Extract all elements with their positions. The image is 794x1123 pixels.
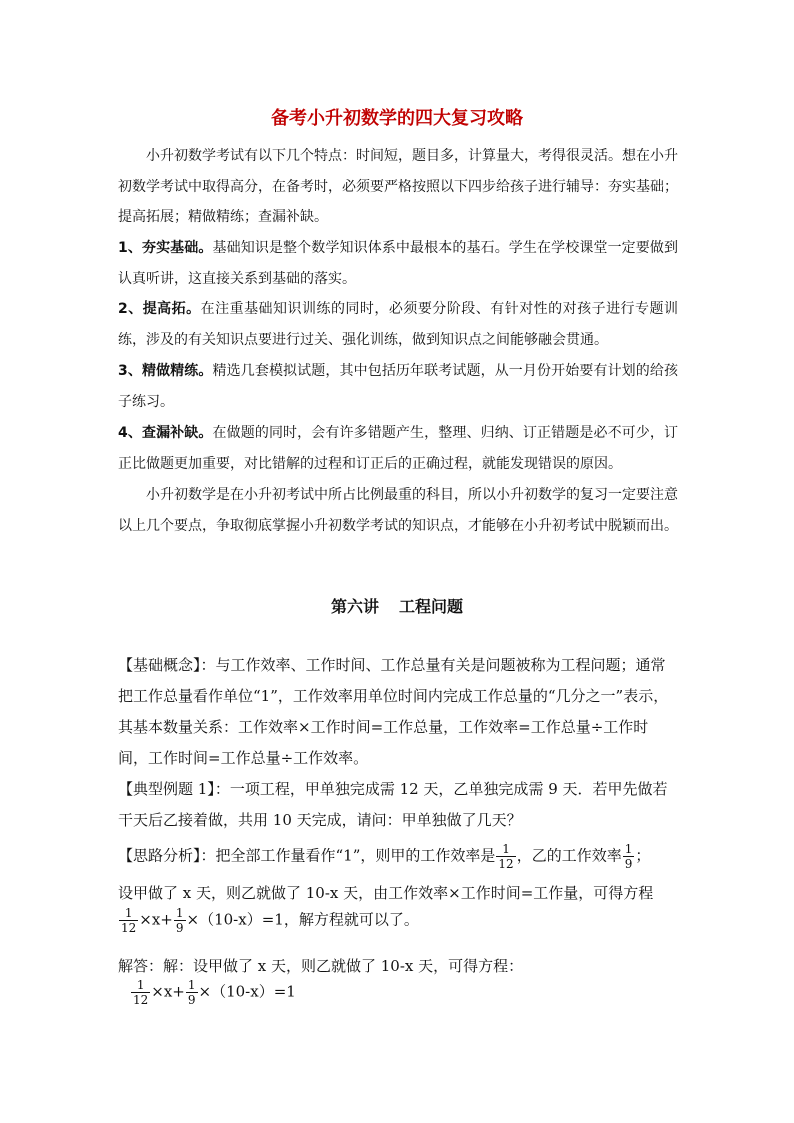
solution-line: 解答：解：设甲做了 x 天，则乙就做了 10-x 天，可得方程： <box>118 957 524 975</box>
item-text: 在做题的同时，会有许多错题产生，整理、归纳、订正错题是必不可少，订正比做题更加重要，对比错解的过程和订正后的正确过程，就能发现错误的原因。 <box>118 425 679 472</box>
equation-text: ×x+ <box>151 982 185 1001</box>
item-lead: 2、提高拓。 <box>118 301 201 317</box>
fraction-one-twelfth <box>119 906 138 935</box>
fraction-denominator: 9 <box>624 857 633 871</box>
fraction-numerator: 1 <box>496 842 515 857</box>
list-item <box>118 294 678 355</box>
fraction-denominator: 9 <box>187 993 196 1007</box>
fraction-one-twelfth <box>131 978 150 1007</box>
lecture-topic: 工程问题 <box>399 597 464 616</box>
example-text: ：一项工程，甲单独完成需 12 天，乙单独完成需 9 天．若甲先做若干天后乙接着做，共用 10 天完成，请问：甲单独做了几天？ <box>118 780 668 829</box>
equation-text: ×x+ <box>139 910 173 929</box>
fraction-one-ninth <box>186 978 198 1007</box>
fraction-one-ninth <box>623 842 635 871</box>
analysis-label: 【思路分析】 <box>118 846 201 865</box>
analysis-line-1 <box>118 842 650 871</box>
item-lead: 3、精做精练。 <box>118 363 213 379</box>
fraction-numerator: 1 <box>131 978 150 993</box>
item-text: 在注重基础知识训练的同时，必须要分阶段、有针对性的对孩子进行专题训练，涉及的有关知识点要进行过关、强化训练，做到知识点之间能够融会贯通。 <box>118 301 678 348</box>
fraction-numerator: 1 <box>119 906 138 921</box>
fraction-numerator: 1 <box>624 842 633 856</box>
solution-equation <box>130 978 296 1007</box>
fraction-one-ninth <box>174 906 186 935</box>
intro-paragraph: 小升初数学考试有以下几个特点：时间短，题目多，计算量大，考得很灵活。想在小升初数学考试中取得高分，在备考时，必须要严格按照以下四步给孩子进行辅导：夯实基础；提高拓展；精做精练；查漏补缺。 <box>118 148 678 225</box>
item-text: 精选几套模拟试题，其中包括历年联考试题，从一月份开始要有计划的给孩子练习。 <box>118 363 679 410</box>
equation-text: ×（10-x）=1，解方程就可以了。 <box>186 910 419 929</box>
fraction-numerator: 1 <box>175 906 184 920</box>
list-item <box>118 233 678 294</box>
page-title: 备考小升初数学的四大复习攻略 <box>271 108 523 129</box>
conclusion-paragraph: 小升初数学是在小升初考试中所占比例最重的科目，所以小升初数学的复习一定要注意以上几个要点，争取彻底掌握小升初数学考试的知识点，才能够在小升初考试中脱颖而出。 <box>118 487 678 534</box>
analysis-text: ：把全部工作量看作“1”，则甲的工作效率是 <box>200 846 496 865</box>
analysis-text: ，乙的工作效率 <box>516 846 622 865</box>
list-item <box>118 356 678 417</box>
analysis-text: ； <box>635 846 651 865</box>
analysis-line-2: 设甲做了 x 天，则乙就做了 10-x 天，由工作效率×工作时间=工作量，可得方程 <box>118 884 654 902</box>
concept-label: 【基础概念】 <box>118 656 201 674</box>
example-paragraph <box>118 774 678 836</box>
concept-text: ：与工作效率、工作时间、工作总量有关是问题被称为工程问题；通常把工作总量看作单位“1”，工作效率用单位时间内完成工作总量的“几分之一”表示，其基本数量关系：工作效率×工作时间=工作总量，工作效率=工作总量÷工作时间，工作时间=工作总量÷工作效率。 <box>118 656 669 767</box>
fraction-denominator: 12 <box>121 921 137 935</box>
analysis-equation <box>118 906 419 935</box>
fraction-denominator: 12 <box>498 857 514 871</box>
item-lead: 4、查漏补缺。 <box>118 425 213 441</box>
lecture-number: 第六讲 <box>330 597 379 616</box>
item-lead: 1、夯实基础。 <box>118 240 213 256</box>
lecture-heading <box>0 594 794 617</box>
fraction-one-twelfth <box>496 842 515 871</box>
equation-text: ×（10-x）=1 <box>198 982 296 1001</box>
fraction-denominator: 12 <box>133 993 149 1007</box>
example-label: 【典型例题 1】 <box>118 780 215 798</box>
item-text: 基础知识是整个数学知识体系中最根本的基石。学生在学校课堂一定要做到认真听讲，这直接关系到基础的落实。 <box>118 240 679 287</box>
fraction-numerator: 1 <box>187 978 196 992</box>
fraction-denominator: 9 <box>175 921 184 935</box>
concept-paragraph <box>118 650 678 774</box>
list-item <box>118 418 678 479</box>
